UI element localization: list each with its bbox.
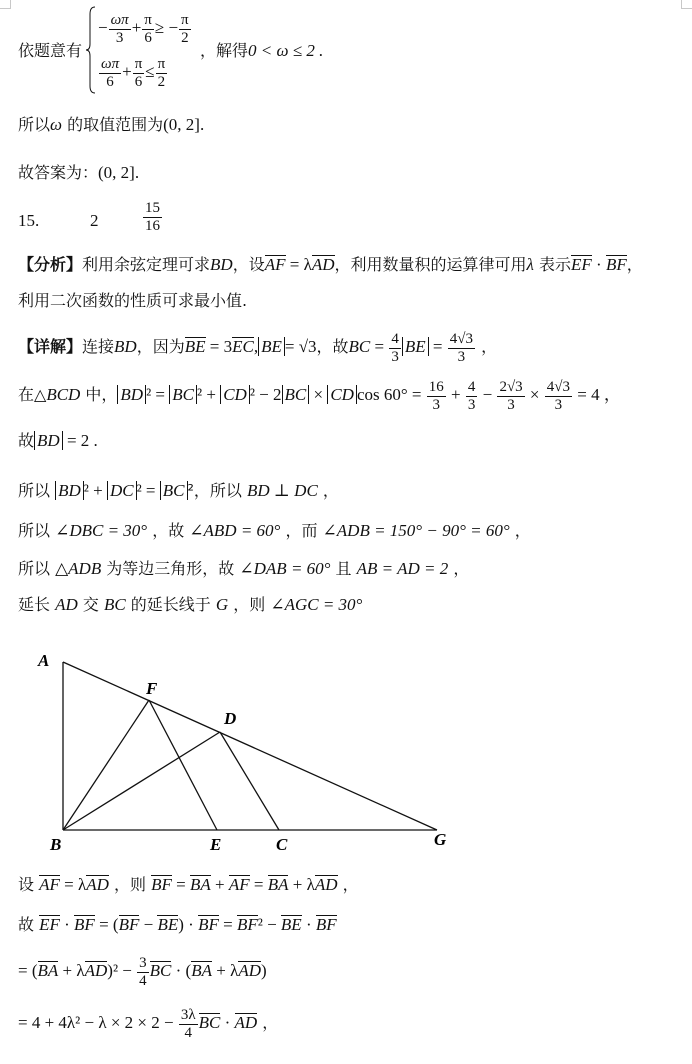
extend-line: 延长 AD 交 BC 的延长线于 G ，则 ∠AGC = 30° [18, 595, 363, 614]
perp-line: 所以 BD ² + DC ² = BC ²，所以 BD ⊥ DC ， [18, 481, 339, 500]
segment-fe [149, 700, 217, 830]
intro-solve [200, 40, 323, 62]
sys1-frac-b: $\frac{\pi}{6}$ [144, 11, 152, 46]
final-line: = 4 + 4λ² − λ × 2 × 2 − $\frac{3\lambda}{4}$ BC · AD ， [18, 1006, 279, 1041]
set-line: 设 AF = λAD ，则 BF = BA + AF = BA + λAD ， [18, 875, 359, 894]
equi-line: 所以 △ADB 为等边三角形，故 ∠DAB = 60° 且 AB = AD = 2 ， [18, 559, 470, 578]
label-g: G [434, 830, 447, 849]
q15-answer-2 [142, 200, 163, 235]
system-row-2: $\frac{\omega\pi}{6}$ + $\frac{\pi}{6}$ ≤ $\frac{\pi}{2}$ [101, 55, 166, 90]
dot-line: 故 EF · BF = (BF − BE) · BF = BF² − BE · BF [18, 915, 337, 934]
label-c: C [276, 835, 288, 854]
sys2-frac-c: $\frac{\pi}{2}$ [157, 55, 166, 90]
range-line: 所以ω 的取值范围为(0, 2]. [18, 115, 205, 134]
q15-frac: $\frac{15}{16}$ [145, 200, 160, 234]
sys1-frac-c: $\frac{\pi}{2}$ [181, 11, 189, 46]
label-d: D [224, 709, 237, 728]
intro-lead-text: 依题意有 [18, 41, 83, 60]
sys2-frac-b: $\frac{\pi}{6}$ [134, 55, 143, 90]
segment-bd [63, 732, 220, 830]
label-f: F [146, 679, 158, 698]
q15-answer-1: 2 [90, 211, 99, 230]
detail-line: 【详解】连接BD，因为BE = 3EC, BE = √3，故BC = $\frac{4}{3}$ BE = $\frac{4√3}{3}$ ， [18, 330, 498, 365]
expand-line: = (BA + λAD)² − $\frac{3}{4}$ BC · (BA + λAD) [18, 954, 267, 989]
geometry-figure [30, 640, 470, 860]
angle-line: 所以 ∠DBC = 30° ，故 ∠ABD = 60° ，而 ∠ADB = 150° − 90° = 60° ， [18, 521, 531, 540]
sys2-frac-a: $\frac{\omega\pi}{6}$ [101, 55, 120, 90]
label-b: B [50, 835, 62, 854]
intro-lead [18, 40, 82, 62]
page-corner-mark-right [681, 0, 692, 9]
label-a: A [38, 651, 50, 670]
cosine-line: 在△BCD 中， BD ² = BC ² + CD ² − 2 BC × CD cos 60° = $\frac{16}{3}$ + $\frac{4}{3}$ − $\frac{2√3}{3}$ × $\frac{4√3}{3}$ = 4 ， [18, 378, 621, 413]
answer-line: 故答案为：(0, 2]. [18, 163, 140, 182]
q15-number: 15. [18, 211, 40, 230]
system-row-1: − $\frac{\omega\pi}{3}$ + $\frac{\pi}{6}$ ≥ − $\frac{\pi}{2}$ [98, 11, 189, 46]
analysis-line-1: 【分析】利用余弦定理可求BD，设AF = λAD，利用数量积的运算律可用λ 表示EF · BF， [18, 255, 643, 274]
intro-result: 0 < ω ≤ 2 . [248, 41, 324, 60]
label-e: E [210, 835, 222, 854]
system-brace [86, 6, 96, 94]
bd-line: 故 BD = 2 . [18, 431, 98, 450]
page-corner-mark-left [0, 0, 11, 9]
analysis-line-2: 利用二次函数的性质可求最小值. [18, 291, 248, 310]
sys1-frac-a: $\frac{\omega\pi}{3}$ [110, 11, 129, 46]
segment-bf [63, 700, 149, 830]
intro-solve-text: ，解得 [200, 41, 249, 60]
q15-line [18, 210, 39, 232]
segment-dc [220, 732, 279, 830]
